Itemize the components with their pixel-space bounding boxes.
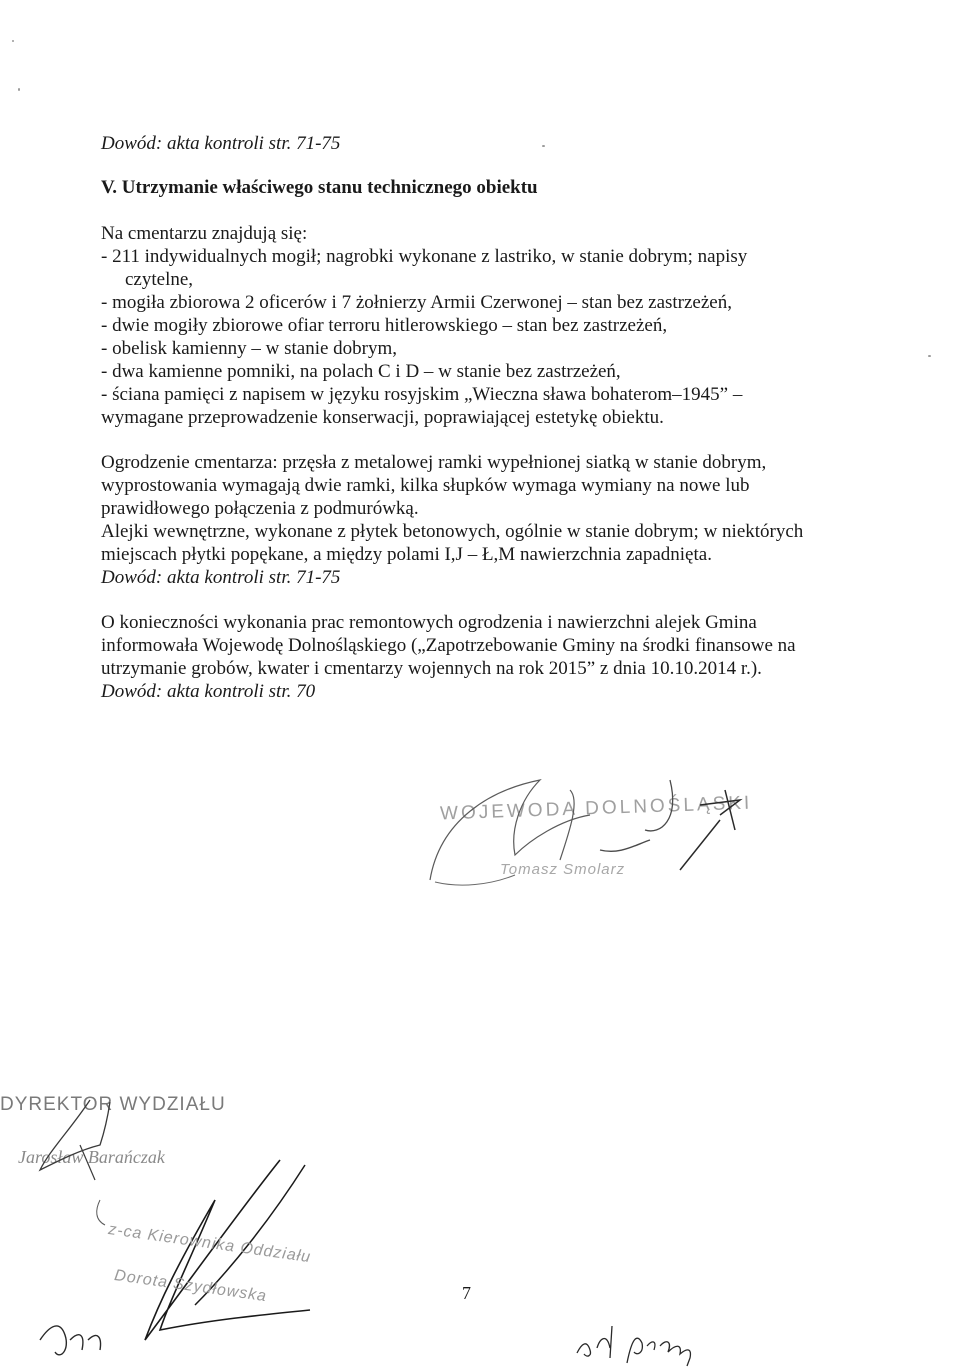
initials-signature-icon	[572, 1318, 712, 1368]
paragraph-line: utrzymanie grobów, kwater i cmentarzy wojennych na rok 2015” z dnia 10.10.2014 r.).	[101, 658, 762, 679]
list-item: czytelne,	[125, 269, 194, 290]
director-name-stamp: Jarosław Barańczak	[18, 1147, 165, 1167]
evidence-reference-middle: Dowód: akta kontroli str. 71-75	[101, 567, 341, 588]
paragraph-line: Alejki wewnętrzne, wykonane z płytek betonowych, ogólnie w stanie dobrym; w niektórych	[101, 521, 804, 542]
list-item: - dwa kamienne pomniki, na polach C i D – w stanie bez zastrzeżeń,	[101, 361, 621, 382]
evidence-reference-bottom: Dowód: akta kontroli str. 70	[101, 681, 316, 702]
scan-speck	[18, 88, 20, 91]
list-item: - ściana pamięci z napisem w języku rosyjskim „Wieczna sława bohaterom–1945” –	[101, 384, 743, 405]
scan-speck	[928, 355, 931, 357]
paragraph-line: informowała Wojewodę Dolnośląskiego („Zapotrzebowanie Gminy na środki finansowe na	[101, 635, 796, 656]
paragraph-line: wyprostowania wymagają dwie ramki, kilka słupków wymaga wymiany na nowe lub	[101, 475, 750, 496]
list-item: - mogiła zbiorowa 2 oficerów i 7 żołnierzy Armii Czerwonej – stan bez zastrzeżeń,	[101, 292, 732, 313]
list-item: - dwie mogiły zbiorowe ofiar terroru hitlerowskiego – stan bez zastrzeżeń,	[101, 315, 668, 336]
voivode-stamp: WOJEWODA DOLNOŚLĄSKI	[439, 792, 753, 825]
fence-paragraph	[101, 451, 842, 520]
voivode-signature-icon	[420, 760, 780, 910]
scan-speck	[12, 40, 14, 42]
paragraph-line: prawidłowego połączenia z podmurówką.	[101, 498, 419, 519]
inventory-intro: Na cmentarzu znajdują się:	[101, 223, 308, 244]
director-title-stamp: DYREKTOR WYDZIAŁU	[0, 1094, 226, 1115]
repair-paragraph	[101, 611, 842, 703]
list-item: - 211 indywidualnych mogił; nagrobki wykonane z lastriko, w stanie dobrym; napisy	[101, 246, 748, 267]
inventory-list	[101, 222, 842, 429]
list-item: - obelisk kamienny – w stanie dobrym,	[101, 338, 398, 359]
evidence-reference-top: Dowód: akta kontroli str. 71-75	[101, 133, 341, 154]
deputy-title-stamp: z-ca Kierownika Oddziału	[107, 1220, 313, 1267]
paragraph-line: miejscach płytki popękane, a między polami I,J – Ł,M nawierzchnia zapadnięta.	[101, 544, 712, 565]
paragraph-line: Ogrodzenie cmentarza: przęsła z metalowej ramki wypełnionej siatką w stanie dobrym,	[101, 452, 767, 473]
deputy-name-stamp: Dorota Szydłowska	[113, 1266, 269, 1306]
page-number: 7	[462, 1283, 471, 1303]
list-item: wymagane przeprowadzenie konserwacji, poprawiającej estetykę obiektu.	[101, 407, 664, 428]
voivode-name-stamp: Tomasz Smolarz	[500, 861, 626, 878]
alleys-paragraph	[101, 520, 842, 589]
section-heading: V. Utrzymanie właściwego stanu technicznego obiektu	[101, 177, 538, 198]
paragraph-line: O konieczności wykonania prac remontowych ogrodzenia i nawierzchni alejek Gmina	[101, 612, 757, 633]
